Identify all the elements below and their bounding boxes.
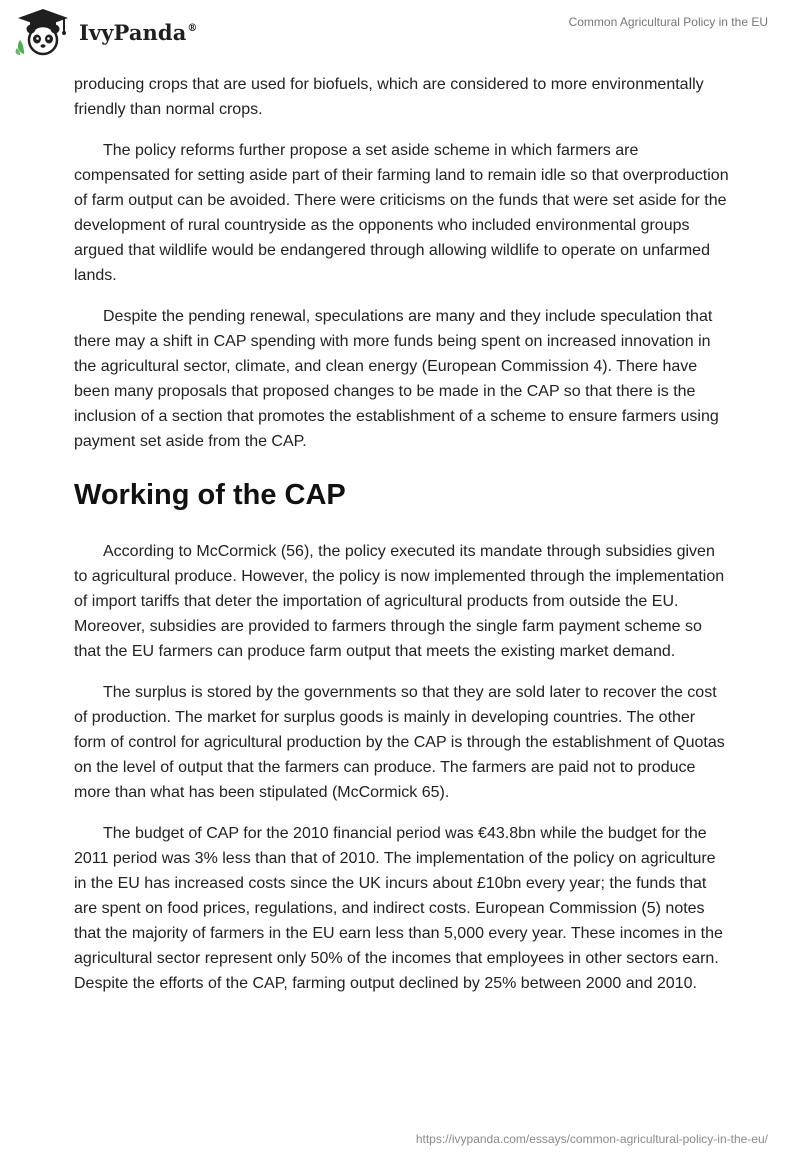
source-url[interactable]: https://ivypanda.com/essays/common-agricultural-policy-in-the-eu/ xyxy=(415,1132,768,1146)
section-heading: Working of the CAP xyxy=(74,479,346,511)
site-logo[interactable] xyxy=(14,8,198,56)
paragraph: The policy reforms further propose a set aside scheme in which farmers are compensated for setting aside part of their farming land to remain idle so that overproduction of farm output can be avoided. There were criticisms on the funds that were set aside for the development of rural countryside as the opponents who included environmental groups argued that wildlife would be endangered through allowing wildlife to operate on unfarmed lands. xyxy=(74,142,729,284)
document-title: Common Agricultural Policy in the EU xyxy=(568,15,768,29)
article-body xyxy=(74,72,730,1012)
page-header xyxy=(0,0,800,64)
paragraph: The surplus is stored by the governments so that they are sold later to recover the cost of production. The market for surplus goods is mainly in developing countries. The other form of control for agricultural production by the CAP is through the establishment of Quotas on the level of output that the farmers can produce. The farmers are paid not to produce more than what has been stipulated (McCormick 65). xyxy=(74,684,725,801)
paragraph: producing crops that are used for biofuels, which are considered to more environmentally friendly than normal crops. xyxy=(74,76,704,118)
paragraph: The budget of CAP for the 2010 financial period was €43.8bn while the budget for the 2011 period was 3% less than that of 2010. The implementation of the policy on agriculture in the EU has increased costs since the UK incurs about £10bn every year; the funds that are spent on food prices, regulations, and indirect costs. European Commission (5) notes that the majority of farmers in the EU earn less than 5,000 every year. These incomes in the agricultural sector represent only 50% of the incomes that employees in other sectors earn. Despite the efforts of the CAP, farming output declined by 25% between 2000 and 2010. xyxy=(74,825,723,992)
paragraph: According to McCormick (56), the policy executed its mandate through subsidies given to agricultural produce. However, the policy is now implemented through the implementation of import tariffs that deter the importation of agricultural products from outside the EU. Moreover, subsidies are provided to farmers through the single farm payment scheme so that the EU farmers can produce farm output that meets the existing market demand. xyxy=(74,543,725,660)
paragraph: Despite the pending renewal, speculations are many and they include speculation that there may a shift in CAP spending with more funds being spent on increased innovation in the agricultural sector, climate, and clean energy (European Commission 4). There have been many proposals that proposed changes to be made in the CAP so that there is the inclusion of a section that promotes the establishment of a scheme to ensure farmers using payment set aside from the CAP. xyxy=(74,308,719,450)
panda-graduate-icon xyxy=(14,8,72,56)
logo-text: IvyPanda® xyxy=(79,19,198,45)
